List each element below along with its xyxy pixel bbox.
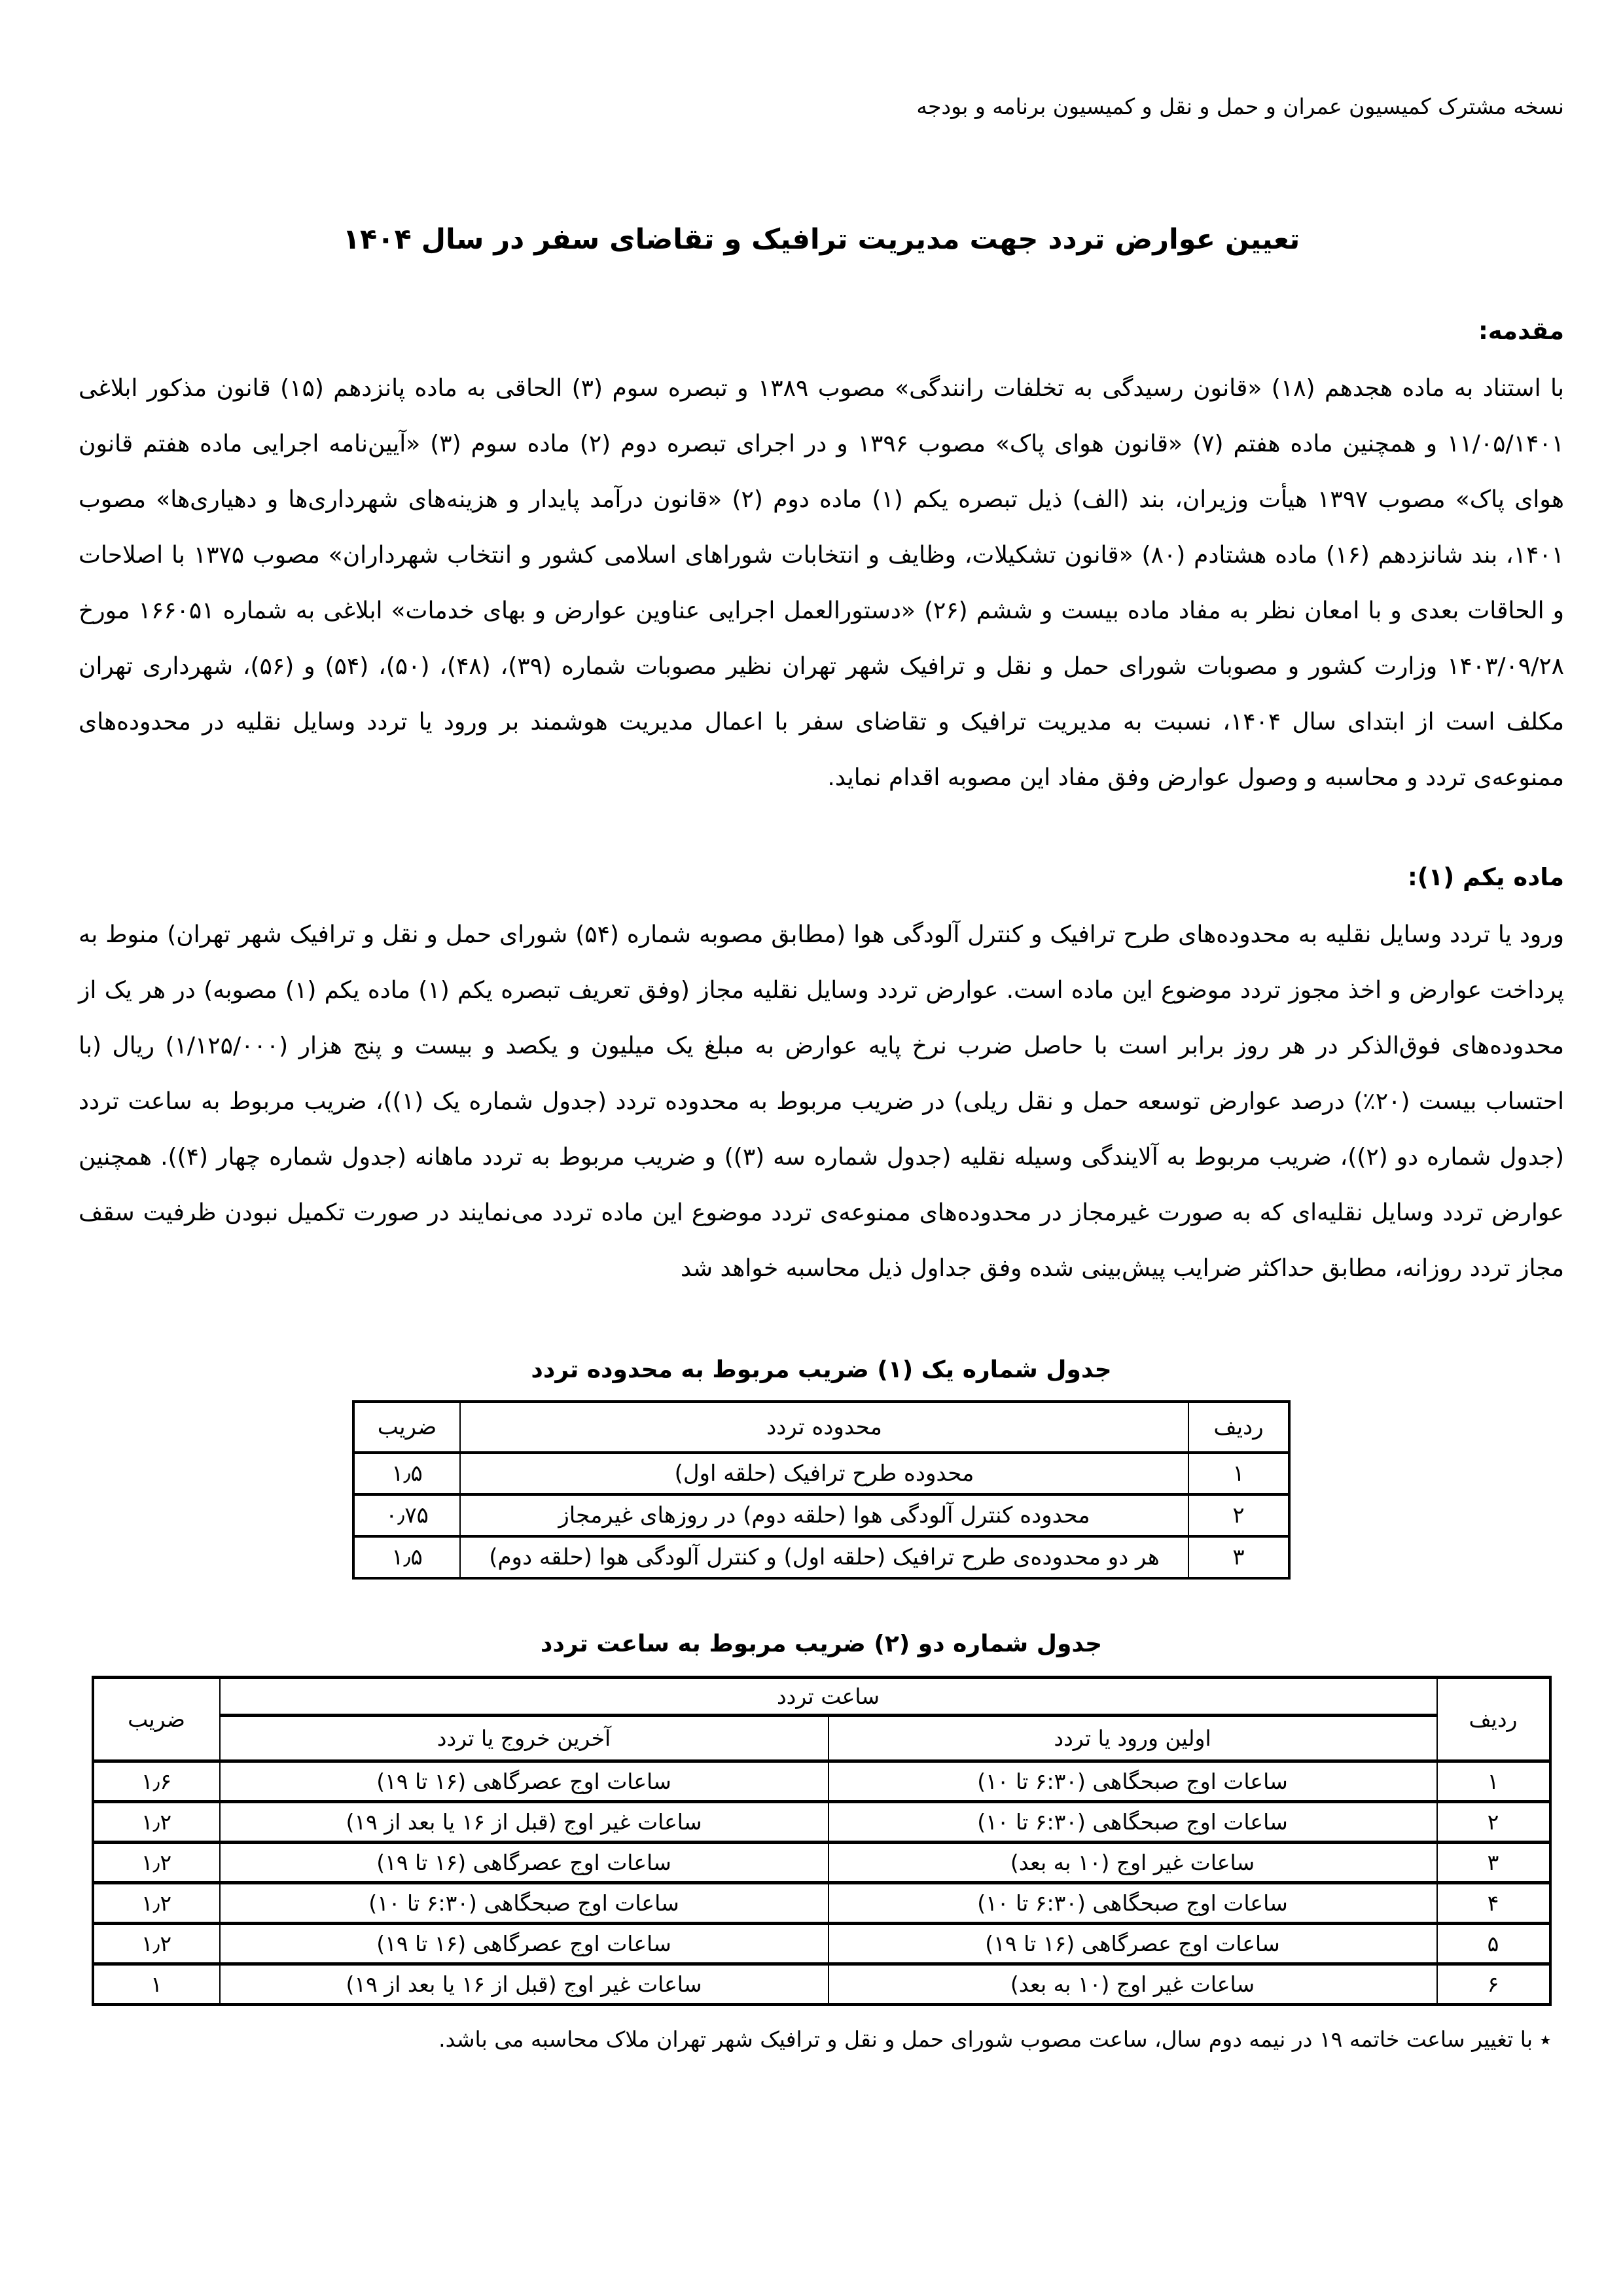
table2-row6-first-entry: ساعات غیر اوج (۱۰ به بعد) xyxy=(829,1964,1437,2005)
table2-row5-number: ۵ xyxy=(1437,1924,1550,1964)
article1-heading: ماده یکم (۱): xyxy=(1407,863,1564,892)
table2-row5-last-exit: ساعات اوج عصرگاهی (۱۶ تا ۱۹) xyxy=(220,1924,829,1964)
table2-header-coefficient: ضریب xyxy=(93,1678,220,1761)
table1-row2-number: ۲ xyxy=(1188,1494,1289,1536)
table2-header-hour-group: ساعت تردد xyxy=(220,1678,1437,1716)
document-title: تعیین عوارض تردد جهت مدیریت ترافیک و تقاضای سفر در سال ۱۴۰۴ xyxy=(342,223,1300,256)
table1-row2-zone: محدوده کنترل آلودگی هوا (حلقه دوم) در روزهای غیرمجاز xyxy=(460,1494,1188,1536)
table2-row3-first-entry: ساعات غیر اوج (۱۰ به بعد) xyxy=(829,1843,1437,1883)
intro-heading: مقدمه: xyxy=(1478,317,1564,345)
table1-header-coefficient: ضریب xyxy=(353,1402,460,1453)
table-row xyxy=(353,1536,1289,1578)
table2-row6-coefficient: ۱ xyxy=(93,1964,220,2005)
table2-header-row-number: ردیف xyxy=(1437,1678,1550,1761)
table-row xyxy=(93,1924,1550,1964)
table1-header-row xyxy=(353,1402,1289,1453)
table2-row2-coefficient: ۱٫۲ xyxy=(93,1802,220,1843)
table-row xyxy=(353,1494,1289,1536)
table2-row4-first-entry: ساعات اوج صبحگاهی (۶:۳۰ تا ۱۰) xyxy=(829,1883,1437,1924)
table2-header-last-exit: آخرین خروج یا تردد xyxy=(220,1716,829,1761)
table2-hour-coefficients xyxy=(92,1676,1552,2006)
table2-row2-first-entry: ساعات اوج صبحگاهی (۶:۳۰ تا ۱۰) xyxy=(829,1802,1437,1843)
table1-row1-zone: محدوده طرح ترافیک (حلقه اول) xyxy=(460,1453,1188,1494)
table2-row4-number: ۴ xyxy=(1437,1883,1550,1924)
table2-row1-number: ۱ xyxy=(1437,1761,1550,1802)
table2-row5-first-entry: ساعات اوج عصرگاهی (۱۶ تا ۱۹) xyxy=(829,1924,1437,1964)
table2-row4-last-exit: ساعات اوج صبحگاهی (۶:۳۰ تا ۱۰) xyxy=(220,1883,829,1924)
table2-header-row-1 xyxy=(93,1678,1550,1716)
article1-paragraph: ورود یا تردد وسایل نقلیه به محدوده‌های طرح ترافیک و کنترل آلودگی هوا (مطابق مصوبه شماره (۵۴) شورای حمل و نقل و ترافیک شهر تهران) منوط به پرداخت عوارض و اخذ مجوز تردد موضوع این ماده است. عوارض تردد وسایل نقلیه مجاز (وفق تعریف تبصره یکم (۱) ماده یکم (۱) مصوبه) در هر یک از محدوده‌های فوق‌الذکر در هر روز برابر است با حاصل ضرب نرخ پایه عوارض به مبلغ یک میلیون و یکصد و بیست و پنج هزار (۱/۱۲۵/۰۰۰) ریال (با احتساب بیست (۲۰٪) درصد عوارض توسعه حمل و نقل ریلی) در ضریب مربوط به محدوده تردد (جدول شماره یک (۱))، ضریب مربوط به ساعت تردد (جدول شماره دو (۲))، ضریب مربوط به آلایندگی وسیله نقلیه (جدول شماره سه (۳)) و ضریب مربوط به تردد ماهانه (جدول شماره چهار (۴)). همچنین عوارض تردد وسایل نقلیه‌ای که به صورت غیرمجاز در محدوده‌های ممنوعه‌ی تردد موضوع این ماده تردد می‌نمایند در صورت تکمیل نبودن ظرفیت سقف مجاز تردد روزانه، مطابق حداکثر ضرایب پیش‌بینی شده وفق جداول ذیل محاسبه خواهد شد xyxy=(79,921,1565,1282)
table1-row3-zone: هر دو محدوده‌ی طرح ترافیک (حلقه اول) و کنترل آلودگی هوا (حلقه دوم) xyxy=(460,1536,1188,1578)
table-row xyxy=(93,1802,1550,1843)
table2-row2-last-exit: ساعات غیر اوج (قبل از ۱۶ یا بعد از ۱۹) xyxy=(220,1802,829,1843)
table2-row3-coefficient: ۱٫۲ xyxy=(93,1843,220,1883)
table2-row1-first-entry: ساعات اوج صبحگاهی (۶:۳۰ تا ۱۰) xyxy=(829,1761,1437,1802)
header-note: نسخه مشترک کمیسیون عمران و حمل و نقل و کمیسیون برنامه و بودجه xyxy=(916,94,1564,119)
table-row xyxy=(353,1453,1289,1494)
table-row xyxy=(93,1761,1550,1802)
footnote: ٭ با تغییر ساعت خاتمه ۱۹ در نیمه دوم سال، ساعت مصوب شورای حمل و نقل و ترافیک شهر تهران ملاک محاسبه می باشد. xyxy=(438,2026,1552,2053)
table1-zone-coefficients xyxy=(352,1400,1291,1580)
table2-row3-last-exit: ساعات اوج عصرگاهی (۱۶ تا ۱۹) xyxy=(220,1843,829,1883)
table2-row3-number: ۳ xyxy=(1437,1843,1550,1883)
table2-row1-coefficient: ۱٫۶ xyxy=(93,1761,220,1802)
table2-row5-coefficient: ۱٫۲ xyxy=(93,1924,220,1964)
table-row xyxy=(93,1883,1550,1924)
table1-row1-coefficient: ۱٫۵ xyxy=(353,1453,460,1494)
table1-header-row-number: ردیف xyxy=(1188,1402,1289,1453)
table1-row1-number: ۱ xyxy=(1188,1453,1289,1494)
table2-header-first-entry: اولین ورود یا تردد xyxy=(829,1716,1437,1761)
table2-row6-number: ۶ xyxy=(1437,1964,1550,2005)
intro-paragraph: با استناد به ماده هجدهم (۱۸) «قانون رسیدگی به تخلفات رانندگی» مصوب ۱۳۸۹ و تبصره سوم (۳) الحاقی به ماده پانزدهم (۱۵) قانون مذکور ابلاغی ۱۱/۰۵/۱۴۰۱ و همچنین ماده هفتم (۷) «قانون هوای پاک» مصوب ۱۳۹۶ و در اجرای تبصره دوم (۲) ماده سوم (۳) «آیین‌نامه اجرایی ماده هفتم قانون هوای پاک» مصوب ۱۳۹۷ هیأت وزیران، بند (الف) ذیل تبصره یکم (۱) ماده دوم (۲) «قانون درآمد پایدار و هزینه‌های شهرداری‌ها و دهیاری‌ها» مصوب ۱۴۰۱، بند شانزدهم (۱۶) ماده هشتادم (۸۰) «قانون تشکیلات، وظایف و انتخابات شوراهای اسلامی کشور و انتخاب شهرداران» مصوب ۱۳۷۵ با اصلاحات و الحاقات بعدی و با امعان نظر به مفاد ماده بیست و ششم (۲۶) «دستورالعمل اجرایی عناوین عوارض و بهای خدمات» ابلاغی به شماره ۱۶۶۰۵۱ مورخ ۱۴۰۳/۰۹/۲۸ وزارت کشور و مصوبات شورای حمل و نقل و ترافیک شهر تهران نظیر مصوبات شماره (۳۹)، (۴۸)، (۵۰)، (۵۴) و (۵۶)، شهرداری تهران مکلف است از ابتدای سال ۱۴۰۴، نسبت به مدیریت ترافیک و تقاضای سفر با اعمال مدیریت هوشمند بر ورود یا تردد وسایل نقلیه در محدوده‌های ممنوعه‌ی تردد و محاسبه و وصول عوارض وفق مفاد این مصوبه اقدام نماید. xyxy=(79,375,1565,792)
table2-row4-coefficient: ۱٫۲ xyxy=(93,1883,220,1924)
table1-row2-coefficient: ۰٫۷۵ xyxy=(353,1494,460,1536)
table-row xyxy=(93,1964,1550,2005)
table1-row3-coefficient: ۱٫۵ xyxy=(353,1536,460,1578)
table-row xyxy=(93,1843,1550,1883)
table2-row6-last-exit: ساعات غیر اوج (قبل از ۱۶ یا بعد از ۱۹) xyxy=(220,1964,829,2005)
table1-caption: جدول شماره یک (۱) ضریب مربوط به محدوده تردد xyxy=(531,1356,1112,1384)
table2-row1-last-exit: ساعات اوج عصرگاهی (۱۶ تا ۱۹) xyxy=(220,1761,829,1802)
table2-row2-number: ۲ xyxy=(1437,1802,1550,1843)
table2-caption: جدول شماره دو (۲) ضریب مربوط به ساعت تردد xyxy=(540,1631,1103,1658)
table1-header-zone: محدوده تردد xyxy=(460,1402,1188,1453)
table2-header-row-2 xyxy=(93,1716,1550,1761)
table1-row3-number: ۳ xyxy=(1188,1536,1289,1578)
